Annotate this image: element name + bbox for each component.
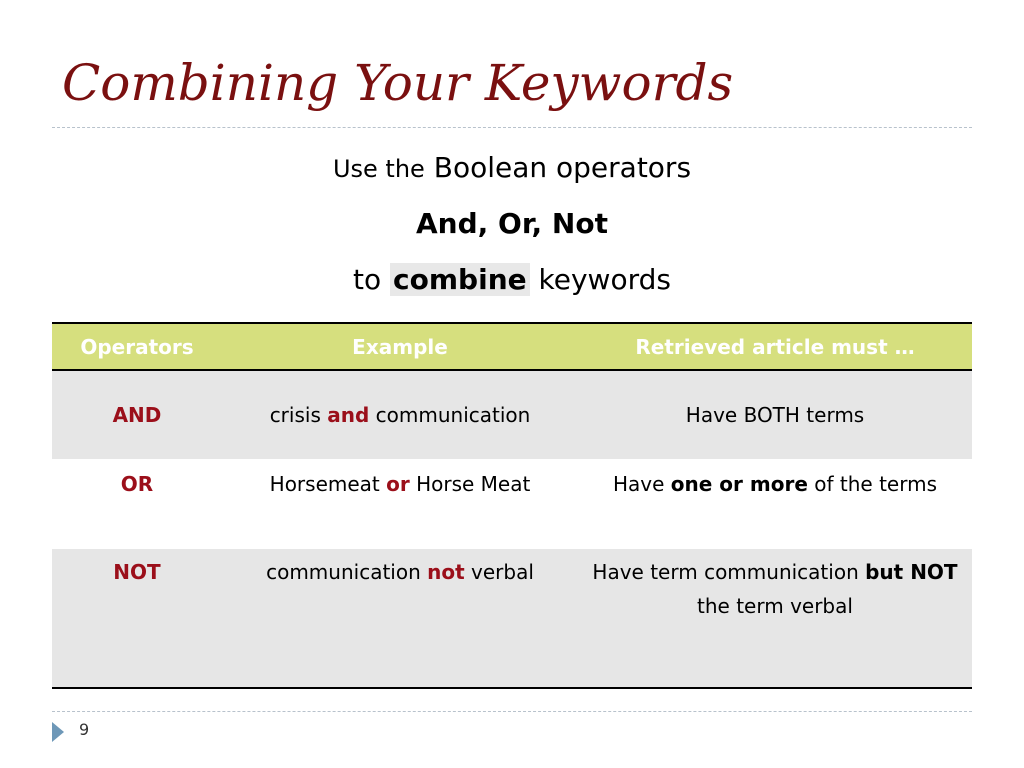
result-cell xyxy=(578,460,972,548)
intro-line-3-end: keywords xyxy=(538,263,671,296)
example-text: communication xyxy=(266,560,421,584)
operator-cell xyxy=(52,460,222,548)
page-number: 9 xyxy=(79,720,90,739)
table-row xyxy=(52,548,972,688)
example-cell xyxy=(222,548,578,688)
operator-not: NOT xyxy=(113,560,161,584)
intro-highlight-combine: combine xyxy=(390,263,530,296)
result-cell xyxy=(578,548,972,688)
intro-line-1-start: Use the xyxy=(332,155,425,183)
result-text: Have BOTH terms xyxy=(685,403,865,427)
example-cell xyxy=(222,460,578,548)
header-retrieved: Retrieved article must … xyxy=(578,323,972,370)
result-text: Have xyxy=(613,472,665,496)
example-keyword: not xyxy=(427,560,465,584)
example-text: Horse Meat xyxy=(416,472,531,496)
result-text: the term verbal xyxy=(697,594,853,618)
result-emphasis: but NOT xyxy=(865,560,958,584)
intro-line-1-end: Boolean operators xyxy=(433,151,692,184)
operator-or: OR xyxy=(120,472,154,496)
table-header-row xyxy=(52,323,972,370)
example-cell xyxy=(222,370,578,460)
example-text: Horsemeat xyxy=(269,472,380,496)
title-divider xyxy=(52,127,972,128)
example-keyword: or xyxy=(386,472,410,496)
intro-line-1 xyxy=(0,151,1024,184)
result-text: Have term communication xyxy=(592,560,859,584)
intro-line-3 xyxy=(0,263,1024,296)
example-text: crisis xyxy=(269,403,321,427)
slide-title: Combining Your Keywords xyxy=(62,54,734,112)
example-text: verbal xyxy=(471,560,534,584)
intro-line-3-start: to xyxy=(353,263,382,296)
intro-line-2: And, Or, Not xyxy=(416,207,608,240)
boolean-operators-table xyxy=(52,322,972,689)
header-example: Example xyxy=(222,323,578,370)
operator-cell xyxy=(52,370,222,460)
result-emphasis: one or more xyxy=(670,472,808,496)
table-row xyxy=(52,460,972,548)
bullet-triangle-icon xyxy=(52,722,64,742)
example-keyword: and xyxy=(327,403,370,427)
footer-divider xyxy=(52,711,972,712)
header-operators: Operators xyxy=(52,323,222,370)
result-text: of the terms xyxy=(814,472,937,496)
operator-and: AND xyxy=(112,403,162,427)
result-cell xyxy=(578,370,972,460)
example-text: communication xyxy=(375,403,531,427)
table-row xyxy=(52,370,972,460)
operator-cell xyxy=(52,548,222,688)
